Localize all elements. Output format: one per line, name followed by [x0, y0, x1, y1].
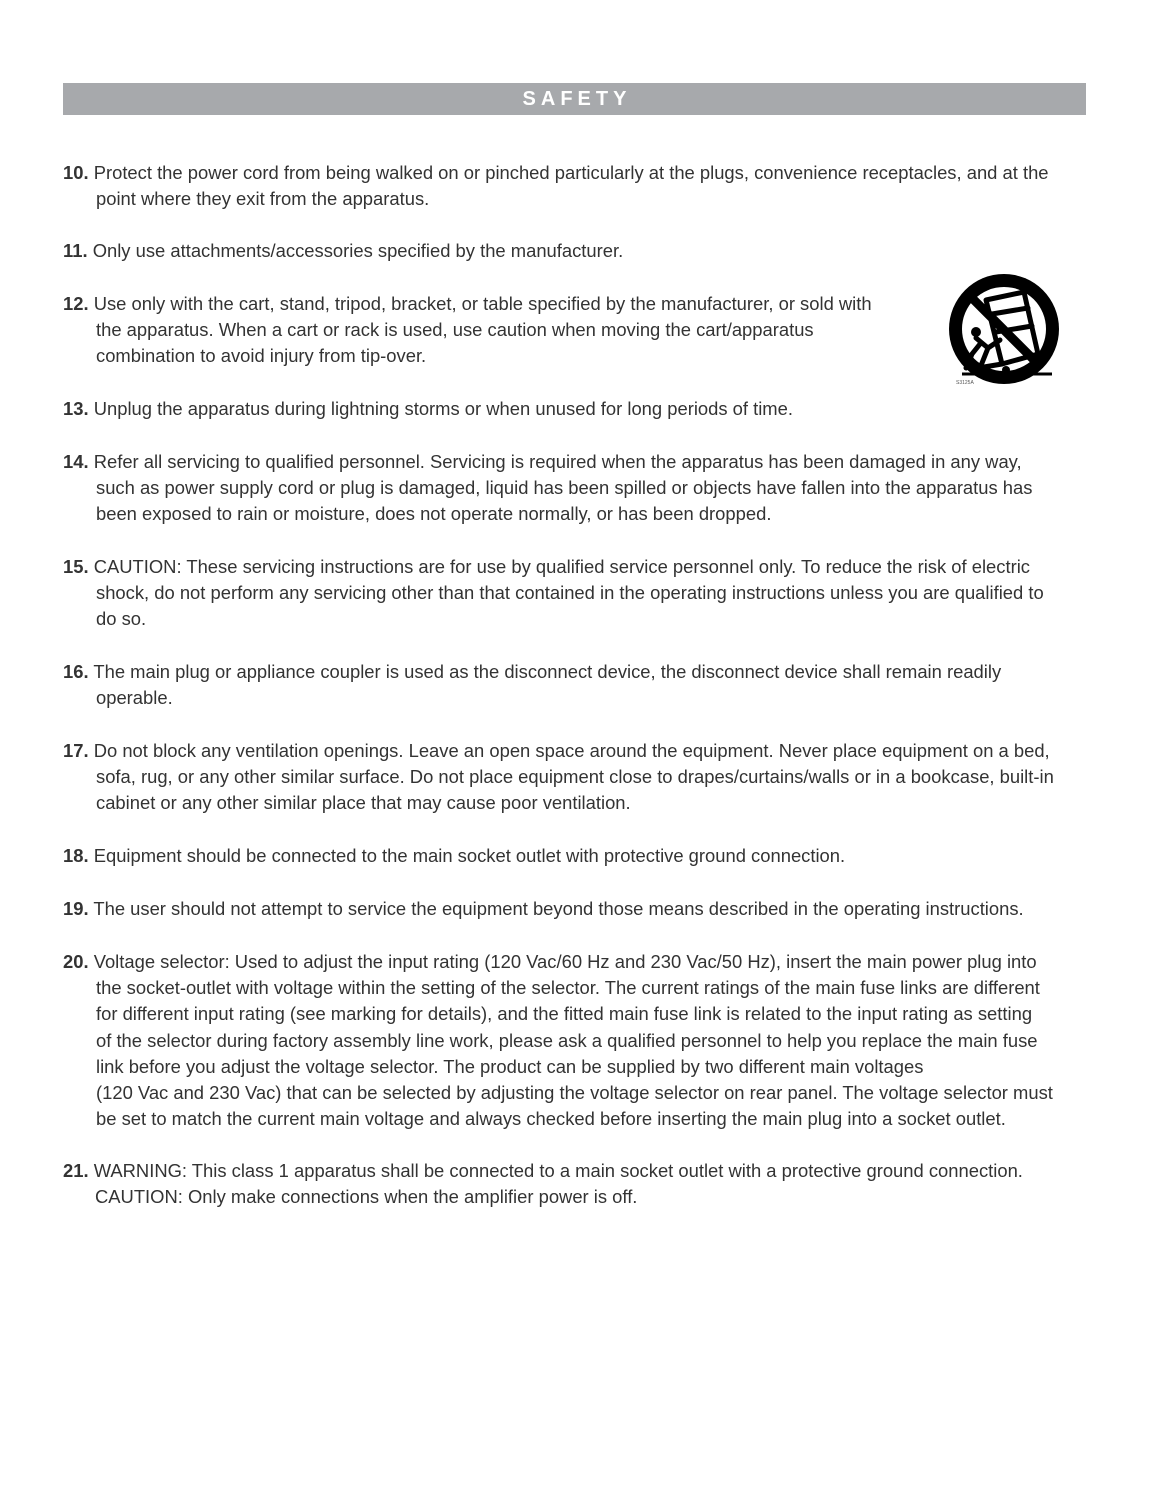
- item-number: 18.: [63, 845, 89, 866]
- item-number: 13.: [63, 398, 89, 419]
- item-number: 12.: [63, 293, 89, 314]
- item-text-line: such as power supply cord or plug is damaged, liquid has been spilled or objects have fallen into the apparatus has: [96, 477, 1033, 499]
- item-text-line: sofa, rug, or any other similar surface. Do not place equipment close to drapes/curtains/walls or in a bookcase, built-in: [96, 766, 1054, 788]
- item-number: 11.: [63, 240, 88, 261]
- item-text-line: Do not block any ventilation openings. Leave an open space around the equipment. Never place equipment on a bed,: [93, 740, 1050, 761]
- safety-item-21: [63, 1158, 1023, 1210]
- item-text-line: Voltage selector: Used to adjust the input rating (120 Vac/60 Hz and 230 Vac/50 Hz), insert the main power plug into: [93, 951, 1037, 972]
- item-text-line: Protect the power cord from being walked on or pinched particularly at the plugs, convenience receptacles, and at the: [93, 162, 1049, 183]
- symbol-code-label: S3125A: [956, 380, 974, 386]
- item-number: 21.: [63, 1160, 89, 1181]
- safety-item-20: [63, 949, 1053, 1132]
- item-text-line: Equipment should be connected to the main socket outlet with protective ground connection.: [93, 845, 846, 866]
- item-text-line: shock, do not perform any servicing other than that contained in the operating instructions unless you are qualified to: [96, 582, 1044, 604]
- item-text-line: Unplug the apparatus during lightning storms or when unused for long periods of time.: [93, 398, 793, 419]
- item-number: 10.: [63, 162, 89, 183]
- item-text-line: been exposed to rain or moisture, does not operate normally, or has been dropped.: [96, 503, 772, 525]
- item-text-line: cabinet or any other similar place that may cause poor ventilation.: [96, 792, 631, 814]
- item-number: 15.: [63, 556, 89, 577]
- item-text-line: do so.: [96, 608, 147, 630]
- item-text-line: the socket-outlet with voltage within the setting of the selector. The current ratings of the main fuse links are different: [96, 977, 1040, 999]
- item-number: 20.: [63, 951, 89, 972]
- safety-item-10: [63, 160, 1049, 212]
- item-text-line: The user should not attempt to service the equipment beyond those means described in the operating instructions.: [93, 898, 1024, 919]
- item-text-line: of the selector during factory assembly line work, please ask a qualified personnel to help you replace the main fuse: [96, 1029, 1038, 1051]
- item-number: 14.: [63, 451, 89, 472]
- safety-item-17: [63, 738, 1054, 817]
- safety-item-18: [63, 843, 845, 869]
- item-text-line: point where they exit from the apparatus.: [96, 188, 430, 210]
- item-text-line: the apparatus. When a cart or rack is used, use caution when moving the cart/apparatus: [96, 319, 814, 341]
- item-text-line: for different input rating (see marking for details), and the fitted main fuse link is related to the input rating as setting: [96, 1003, 1033, 1025]
- item-text-line: CAUTION: Only make connections when the amplifier power is off.: [95, 1186, 638, 1208]
- item-text-line: operable.: [96, 687, 173, 709]
- item-number: 17.: [63, 740, 89, 761]
- section-header-bar: [63, 83, 1086, 115]
- safety-item-12: [63, 291, 872, 370]
- item-number: 16.: [63, 661, 89, 682]
- safety-item-15: [63, 554, 1044, 633]
- item-text-line: Use only with the cart, stand, tripod, bracket, or table specified by the manufacturer, or sold with: [93, 293, 872, 314]
- safety-item-19: [63, 896, 1024, 922]
- section-title: SAFETY: [522, 87, 632, 110]
- safety-item-16: [63, 659, 1001, 711]
- item-text-line: CAUTION: These servicing instructions are for use by qualified service personnel only. To reduce the risk of electric: [93, 556, 1030, 577]
- cart-tip-over-warning-icon: [942, 270, 1066, 392]
- item-text-line: link before you adjust the voltage selector. The product can be supplied by two different main voltages: [96, 1055, 924, 1077]
- safety-item-14: [63, 449, 1032, 528]
- item-text-line: be set to match the current main voltage and always checked before inserting the main plug into a socket outlet.: [96, 1108, 1006, 1130]
- item-text-line: Only use attachments/accessories specified by the manufacturer.: [92, 240, 624, 261]
- item-text-line: (120 Vac and 230 Vac) that can be selected by adjusting the voltage selector on rear panel. The voltage selector must: [96, 1082, 1053, 1104]
- item-text-line: The main plug or appliance coupler is used as the disconnect device, the disconnect device shall remain readily: [93, 661, 1002, 682]
- safety-item-13: [63, 396, 793, 422]
- item-number: 19.: [63, 898, 89, 919]
- safety-item-11: [63, 238, 623, 264]
- item-text-line: combination to avoid injury from tip-over.: [96, 345, 427, 367]
- item-text-line: Refer all servicing to qualified personnel. Servicing is required when the apparatus has been damaged in any way,: [93, 451, 1022, 472]
- item-text-line: WARNING: This class 1 apparatus shall be connected to a main socket outlet with a protective ground connection.: [93, 1160, 1023, 1181]
